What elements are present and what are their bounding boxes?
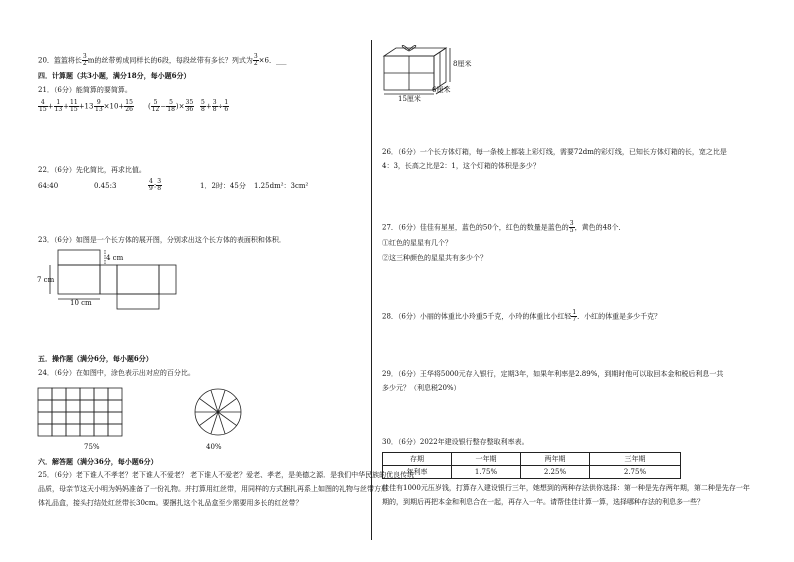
q21-expression: $\frac{5}{8}$ + $\frac{3}{8}$ ÷ $\frac{1}{6}$ bbox=[201, 99, 229, 113]
q21-expression: $\frac{9}{13}$ ×10+ $\frac{15}{26}$ bbox=[95, 99, 133, 113]
q23-label-depth: 4 cm bbox=[106, 254, 124, 262]
q27-sub-2: ②这三种颜色的星星共有多少个？ bbox=[382, 254, 487, 262]
q27: 27．（6分）佳佳有星星，蓝色的50个，红色的数量是蓝色的 $\frac{3}{5}$ ，黄色的48个． bbox=[382, 220, 626, 234]
q24-label-40: 40% bbox=[206, 443, 222, 451]
q22: 22．（6分）先化简比，再求比值。 bbox=[38, 166, 146, 174]
section-4-heading: 四．计算题（共3小题，满分18分，每小题6分） bbox=[38, 71, 191, 80]
q23: 23．（6分）如图是一个长方体的展开图，分别求出这个长方体的表面积和体积． bbox=[38, 236, 286, 244]
q29-line-2: 多少元？（利息税20%） bbox=[382, 384, 461, 392]
q22-item-2: 0.45:3 bbox=[94, 182, 117, 190]
q22-item-5: 1.25dm²：3cm² bbox=[254, 182, 309, 190]
q21-expression: $\frac{4}{15}$ + $\frac{1}{13}$ + $\frac{11}{15}$ +13 bbox=[39, 99, 94, 113]
gift-box-figure bbox=[378, 42, 478, 102]
q29-line-1: 29．（6分）王华将5000元存入银行，定期3年，如果年利率是2.89%，到期时他可以取回本金和税后利息一共 bbox=[382, 370, 724, 378]
q23-label-height: 7 cm bbox=[37, 276, 55, 284]
table-cell: 两年期 bbox=[521, 453, 590, 466]
q27-sub-1: ①红色的星星有几个？ bbox=[382, 239, 452, 247]
q25-line-2: 品质，母亲节这天小明为妈妈准备了一份礼物。并打算用红丝带，用同样的方式捆扎再系上如图的礼物与丝带方形 bbox=[38, 485, 388, 493]
table-cell: 一年期 bbox=[452, 453, 521, 466]
q21-expression: ( $\frac{5}{12}$ − $\frac{5}{18}$ )× $\frac{35}{36}$ bbox=[148, 99, 194, 113]
box-label-width: 15厘米 bbox=[398, 95, 421, 103]
q24: 24．（6分）在如图中，涂色表示出对应的百分比。 bbox=[38, 369, 195, 377]
box-label-depth: 6厘米 bbox=[432, 86, 451, 94]
table-cell: 年利率 bbox=[383, 466, 452, 479]
table-cell: 三年期 bbox=[590, 453, 681, 466]
q28: 28．（6分）小丽的体重比小玲重5千克，小玲的体重比小红轻 $\frac{1}{7}$ ．小红的体重是多少千克？ bbox=[382, 309, 662, 323]
q22-item-4: 1．2时：45分 bbox=[200, 182, 246, 190]
q26-line-2: 4：3，长高之比是2：1，这个灯箱的体积是多少？ bbox=[382, 162, 540, 170]
column-divider bbox=[371, 40, 372, 540]
q20: 20．篮篮将长 $\frac{3}{2}$ m的丝带剪成同样长的6段，每段丝带有多长？列式为 $\frac{3}{2}$ ×6．___ bbox=[38, 53, 287, 67]
box-label-height: 8厘米 bbox=[453, 60, 472, 68]
q21: 21．（6分）能简算的要简算。 bbox=[38, 86, 132, 94]
section-5-heading: 五．操作题（满分6分，每小题6分） bbox=[38, 354, 153, 363]
q26-line-1: 26．（6分）一个长方体灯箱，每一条棱上都装上彩灯线，需要72dm的彩灯线，已知长方体灯箱的长，宽之比是 bbox=[382, 148, 727, 156]
table-cell: 存期 bbox=[383, 453, 452, 466]
section-6-heading: 六．解答题（满分36分，每小题6分） bbox=[38, 457, 158, 466]
q30-text-line-1: 佳佳有1000元压岁钱，打算存入建设银行三年，她想到的两种存法供你选择：第一种是先存两年期，第二种是先存一年 bbox=[382, 484, 750, 492]
q24-figures bbox=[36, 386, 266, 442]
q25-line-1: 25．（6分）老下谁人不孝老？老下谁人不爱老？ 老下谁人不爱老？爱老、孝老，是美德之源．是我们中华民族的优良传统 bbox=[38, 471, 415, 479]
q23-label-width: 10 cm bbox=[70, 299, 92, 307]
table-row bbox=[383, 466, 681, 479]
q24-label-75: 75% bbox=[84, 443, 100, 451]
table-cell: 1.75% bbox=[452, 466, 521, 479]
table-cell: 2.75% bbox=[590, 466, 681, 479]
interest-rate-table bbox=[382, 452, 681, 479]
table-row bbox=[383, 453, 681, 466]
q22-item-1: 64:40 bbox=[38, 182, 59, 190]
q25-line-3: 体礼品盒，接头打结处红丝带长30cm。要捆扎这个礼品盒至少需要用多长的红丝带？ bbox=[38, 499, 303, 507]
table-cell: 2.25% bbox=[521, 466, 590, 479]
q30-text-line-2: 期的，到期后再把本金和利息合在一起，再存入一年。请帮佳佳计算一算，选择哪种存法的利息多一些？ bbox=[382, 498, 704, 506]
q30: 30．（6分）2022年建设银行整存整取利率表。 bbox=[382, 438, 529, 446]
q22-item-3: $\frac{4}{9}$ : $\frac{3}{8}$ bbox=[149, 178, 162, 192]
